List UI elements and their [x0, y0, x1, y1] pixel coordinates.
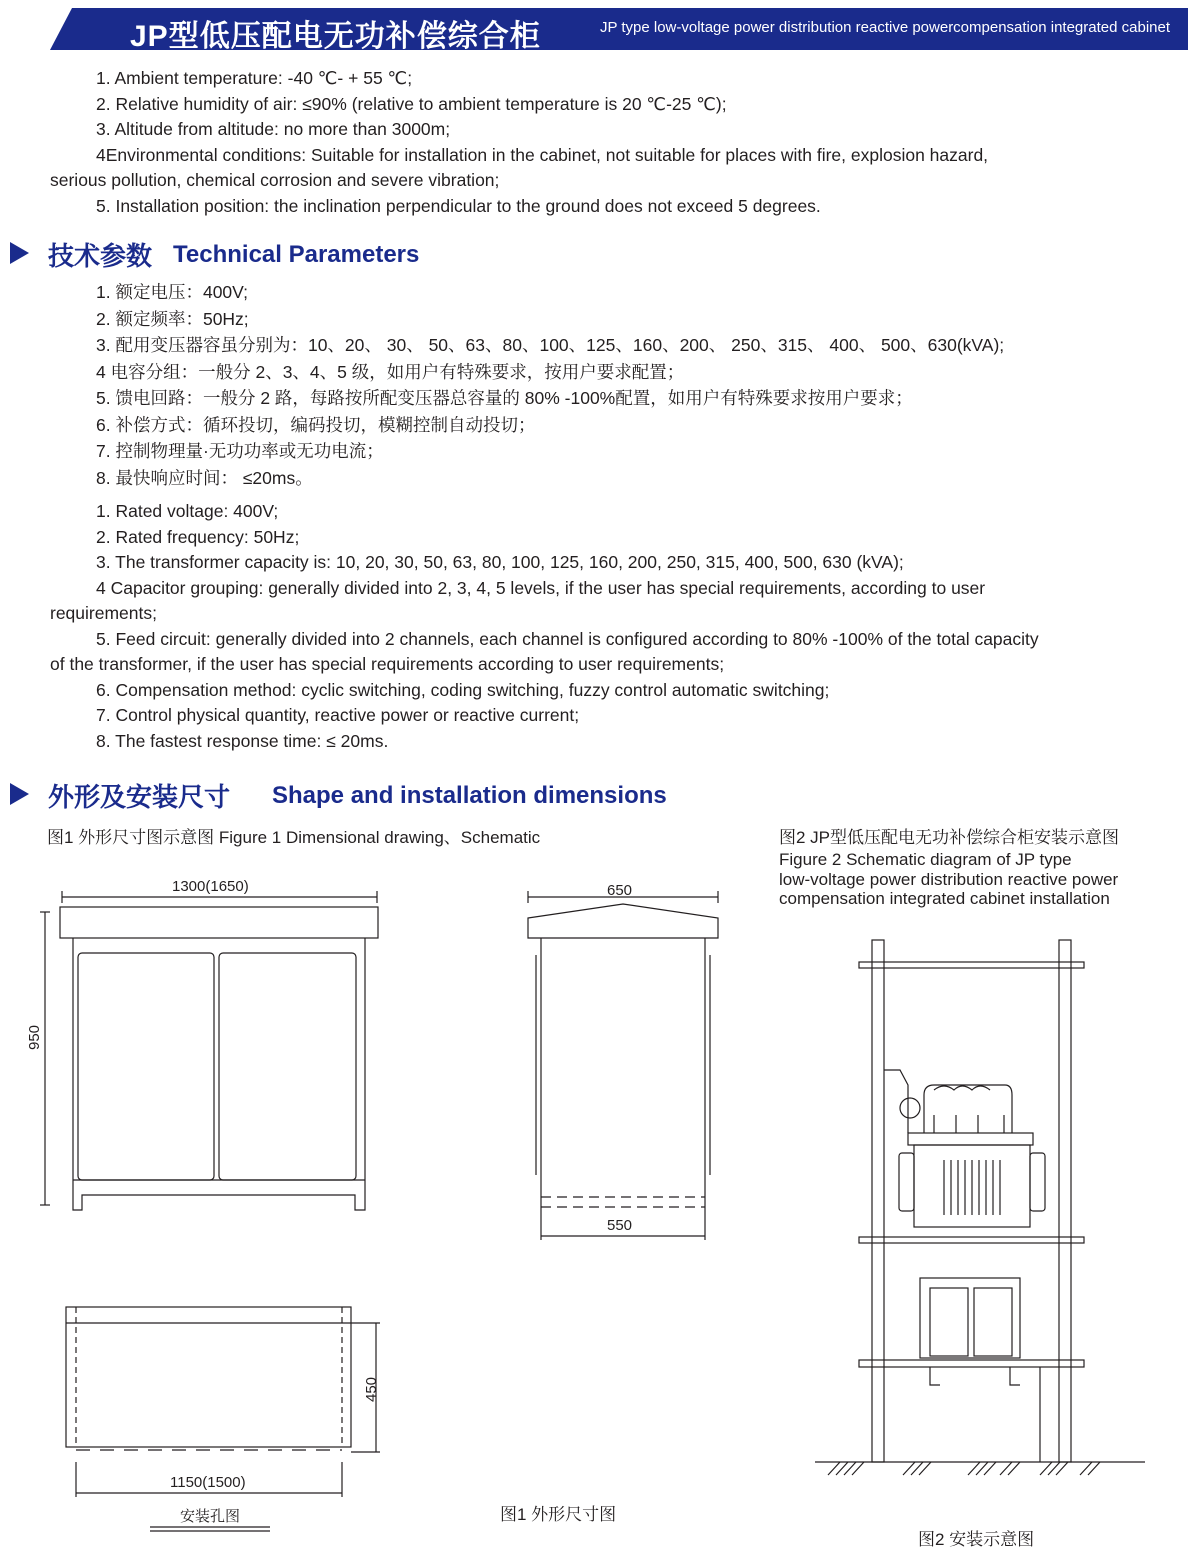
figure1-bottom-caption: 图1 外形尺寸图 [500, 1505, 617, 1524]
tech-en-item: 2. Rated frequency: 50Hz; [96, 526, 300, 547]
figure2-caption-en-2: low-voltage power distribution reactive power [779, 870, 1119, 889]
tech-en-item: 6. Compensation method: cyclic switching, coding switching, fuzzy control automatic switching; [96, 679, 830, 700]
env-item-3: 3. Altitude from altitude: no more than 3000m; [96, 119, 451, 139]
figure2-caption-cn: 图2 JP型低压配电无功补偿综合柜安装示意图 [779, 828, 1120, 847]
dim-width-label: 1300(1650) [172, 878, 249, 895]
tech-cn-item: 8. 最快响应时间： ≤20ms。 [96, 467, 313, 488]
tech-cn-item: 1. 额定电压：400V; [96, 282, 249, 302]
dim-depth-bottom-label: 550 [607, 1217, 633, 1234]
tech-cn-item: 7. 控制物理量·无功功率或无功电流； [96, 441, 384, 461]
env-item-1: 1. Ambient temperature: -40 ℃- + 55 ℃; [96, 68, 413, 88]
tech-cn-item: 5. 馈电回路：一般分 2 路，每路按所配变压器总容量的 80% -100%配置，如用户有特殊要求按用户要求； [96, 388, 913, 408]
env-item-4: 4Environmental conditions: Suitable for installation in the cabinet, not suitable for places with fire, explosion hazard, [96, 144, 989, 165]
shape-section-title-en: Shape and installation dimensions [272, 782, 667, 809]
tech-en-item-cont: of the transformer, if the user has special requirements according to user requirements; [50, 654, 725, 674]
transformer-fins [944, 1160, 1000, 1215]
tech-en-item: 5. Feed circuit: generally divided into 2 channels, each channel is configured according to 80% -100% of the total capacity [96, 628, 1039, 649]
tech-en-item: 7. Control physical quantity, reactive power or reactive current; [96, 705, 580, 725]
tech-cn-item: 2. 额定频率：50Hz; [96, 308, 249, 329]
tech-en-item: 8. The fastest response time: ≤ 20ms. [96, 730, 389, 751]
tech-en-item-cont: requirements; [50, 603, 157, 623]
header-title-en: JP type low-voltage power distribution reactive powercompensation integrated cabinet [599, 19, 1170, 36]
shape-section-title-cn: 外形及安装尺寸 [48, 782, 231, 812]
tech-section-title-cn: 技术参数 [48, 241, 153, 271]
hole-plan-drawing [66, 1307, 380, 1531]
figure2-bottom-caption: 图2 安装示意图 [918, 1530, 1035, 1549]
tech-en-item: 4 Capacitor grouping: generally divided into 2, 3, 4, 5 levels, if the user has special requirements, according to user [96, 577, 986, 598]
hole-plan-label: 安装孔图 [180, 1508, 241, 1525]
tech-cn-item: 3. 配用变压器容虽分别为：10、20、 30、 50、63、80、100、125、160、200、 250、315、 400、 500、630(kVA); [96, 335, 1005, 355]
figure2-caption-en-3: compensation integrated cabinet installation [779, 889, 1110, 908]
tech-cn-item: 6. 补偿方式：循环投切，编码投切，模糊控制自动投切； [96, 414, 536, 435]
figure1-caption: 图1 外形尺寸图示意图 Figure 1 Dimensional drawing、Schematic [47, 828, 541, 847]
dim-depth-top-label: 650 [607, 882, 633, 899]
env-item-4-cont: serious pollution, chemical corrosion and severe vibration; [50, 170, 500, 190]
dim-height-label: 950 [26, 1024, 43, 1050]
figure2-caption-en-1: Figure 2 Schematic diagram of JP type [779, 850, 1072, 869]
env-item-5: 5. Installation position: the inclination perpendicular to the ground does not exceed 5 degrees. [96, 195, 821, 216]
tech-en-item: 1. Rated voltage: 400V; [96, 501, 279, 521]
tech-en-item: 3. The transformer capacity is: 10, 20, 30, 50, 63, 80, 100, 125, 160, 200, 250, 315, 400, 500, 630 (kVA); [96, 552, 904, 572]
installation-drawing [815, 940, 1145, 1475]
dim-hole-depth-label: 450 [363, 1376, 380, 1402]
tech-section-title-en: Technical Parameters [173, 241, 420, 268]
dim-hole-width-label: 1150(1500) [170, 1474, 246, 1491]
header-title-cn: JP型低压配电无功补偿综合柜 [130, 20, 541, 53]
env-item-2: 2. Relative humidity of air: ≤90% (relative to ambient temperature is 20 ℃-25 ℃); [96, 93, 727, 114]
side-view-drawing [528, 891, 718, 1240]
front-view-drawing [40, 891, 378, 1210]
tech-cn-item: 4 电容分组：一般分 2、3、4、5 级，如用户有特殊要求，按用户要求配置； [96, 361, 685, 382]
